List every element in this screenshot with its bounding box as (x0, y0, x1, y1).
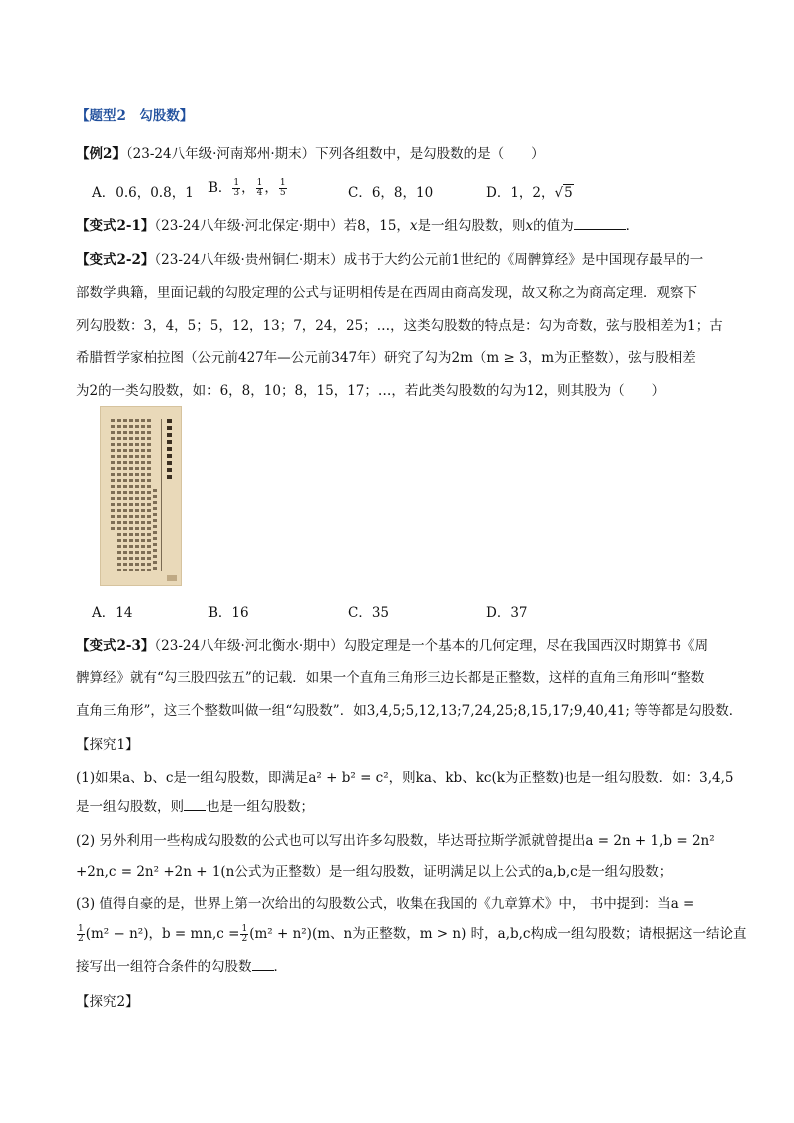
text-column (123, 419, 127, 571)
option-b-prefix: B． (208, 180, 232, 196)
variable-x: x (525, 218, 534, 234)
variant-2-1-label: 【变式2-1】 (76, 218, 155, 234)
variable-x: x (409, 218, 418, 234)
text-column (141, 419, 145, 571)
option-d-prefix: D．1，2， (486, 185, 555, 201)
variant-2-2-option-a: A．14 (92, 605, 133, 621)
text-column (117, 419, 121, 571)
fraction-numerator: 1 (241, 924, 248, 934)
explore-2-label: 【探究2】 (76, 994, 139, 1010)
part-3-text-b: (m² + n²)(m、n为正整数，m > n) 时，a,b,c构成一组勾股数；请根据这一结论直 (249, 926, 747, 942)
book-text-columns (109, 419, 175, 571)
explore-1-part-2-line-1: (2) 另外利用一些构成勾股数的公式也可以写出许多勾股数，毕达哥拉斯学派就曾提出a = 2n + 1,b = 2n² (76, 833, 715, 849)
answer-blank[interactable] (184, 798, 206, 811)
variant-2-2-line-1 (76, 250, 703, 270)
explore-1-part-3-line-3 (76, 957, 287, 977)
example-2-option-d (486, 181, 574, 201)
part-1-text-b: 也是一组勾股数； (206, 799, 314, 815)
explore-1-part-3-line-2 (76, 924, 747, 944)
explore-1-part-3-line-1: (3) 值得自豪的是，世界上第一次给出的勾股数公式，收集在我国的《九章算术》中， 书中提到：当a = (76, 896, 695, 912)
answer-blank[interactable] (574, 217, 626, 230)
explore-1-label: 【探究1】 (76, 737, 139, 753)
fraction-one-half (240, 925, 248, 944)
example-2-option-a: A．0.6，0.8，1 (92, 185, 194, 201)
seal-mark (167, 575, 177, 581)
ancient-book-image (100, 406, 182, 586)
text-column (147, 419, 151, 571)
example-2-option-c: C．6，8，10 (348, 185, 434, 201)
example-2-text: （23-24八年级·河南郑州·期末）下列各组数中，是勾股数的是（ ） (125, 146, 545, 162)
explore-1-part-1-line-2 (76, 797, 314, 817)
answer-blank[interactable] (252, 958, 274, 971)
variant-2-2-line-4: 希腊哲学家柏拉图（公元前427年—公元前347年）研究了勾为2m（m ≥ 3，m为正整数），弦与股相差 (76, 350, 696, 366)
variant-2-1-text-a: （23-24八年级·河北保定·期中）若8，15， (154, 218, 410, 234)
fraction-one-half (77, 925, 85, 944)
fraction (279, 179, 287, 198)
explore-1-part-2-line-2: +2n,c = 2n² +2n + 1(n公式为正整数）是一组勾股数，证明满足以上公式的a,b,c是一组勾股数； (76, 864, 673, 880)
text-column (129, 419, 133, 571)
variant-2-3-text: （23-24八年级·河北衡水·期中）勾股定理是一个基本的几何定理，尽在我国西汉时期算书《周 (154, 638, 709, 654)
book-title-column (167, 419, 172, 479)
fraction-numerator: 1 (256, 178, 263, 188)
variant-2-2-line-3: 列勾股数：3，4，5；5，12，13；7，24，25；…，这类勾股数的特点是：勾为奇数，弦与股相差为1；古 (76, 318, 723, 334)
section-heading: 【题型2 勾股数】 (76, 108, 194, 124)
fraction-numerator: 1 (279, 178, 286, 188)
variant-2-3-line-1 (76, 636, 708, 656)
variant-2-2-line-2: 部数学典籍，里面记载的勾股定理的公式与证明相传是在西周由商高发现，故又称之为商高定理．观察下 (76, 285, 697, 301)
variant-2-1-text-c: 的值为 (533, 218, 574, 234)
variant-2-3-line-3: 直角三角形”，这三个整数叫做一组“勾股数”．如3,4,5;5,12,13;7,24,25;8,15,17;9,40,41; 等等都是勾股数． (76, 703, 743, 719)
text-column (111, 419, 115, 531)
variant-2-2-label: 【变式2-2】 (76, 252, 155, 268)
example-2-option-b: B． $\frac{1}{3}$ ， $\frac{1}{4}$ ， $\frac{1}{5}$ (208, 178, 286, 198)
square-root: √5 (554, 185, 573, 201)
variant-2-2-text: （23-24八年级·贵州铜仁·期末）成书于大约公元前1世纪的《周髀算经》是中国现存最早的一 (154, 252, 704, 268)
example-2-question (76, 144, 545, 164)
variant-2-1-question (76, 216, 639, 236)
part-3-text-a: (m² − n²)，b = mn,c = (85, 926, 240, 942)
fraction-numerator: 1 (233, 178, 240, 188)
example-2-label: 【例2】 (76, 146, 126, 162)
variant-2-2-line-5: 为2的一类勾股数，如：6，8，10；8，15，17；…，若此类勾股数的勾为12，则其股为（ ） (76, 383, 666, 399)
fraction-denominator: 2 (241, 934, 248, 944)
column-rule (161, 419, 162, 571)
fraction (232, 179, 240, 198)
radicand: 5 (564, 185, 573, 201)
fraction-denominator: 5 (279, 188, 286, 198)
variant-2-1-text-d: ． (625, 218, 640, 234)
variant-2-1-text-b: 是一组勾股数，则 (417, 218, 526, 234)
fraction-numerator: 1 (78, 924, 84, 934)
fraction (256, 179, 264, 198)
text-column (135, 419, 139, 571)
part-3-text-c: 接写出一组符合条件的勾股数 (76, 959, 252, 975)
variant-2-3-line-2: 髀算经》就有“勾三股四弦五”的记载．如果一个直角三角形三边长都是正整数，这样的直角三角形叫“整数 (76, 670, 705, 686)
fraction-denominator: 2 (78, 934, 84, 944)
fraction-denominator: 3 (233, 188, 240, 198)
variant-2-2-option-d: D．37 (486, 605, 528, 621)
explore-1-part-1-line-1: (1)如果a、b、c是一组勾股数，即满足a² + b² = c²，则ka、kb、kc(k为正整数)也是一组勾股数．如：3,4,5 (76, 770, 734, 786)
text-column (153, 489, 157, 571)
variant-2-2-option-c: C．35 (348, 605, 390, 621)
fraction-denominator: 4 (256, 188, 263, 198)
variant-2-3-label: 【变式2-3】 (76, 638, 155, 654)
part-1-text-a: 是一组勾股数，则 (76, 799, 184, 815)
part-3-text-d: ． (273, 959, 287, 975)
variant-2-2-option-b: B．16 (208, 605, 249, 621)
